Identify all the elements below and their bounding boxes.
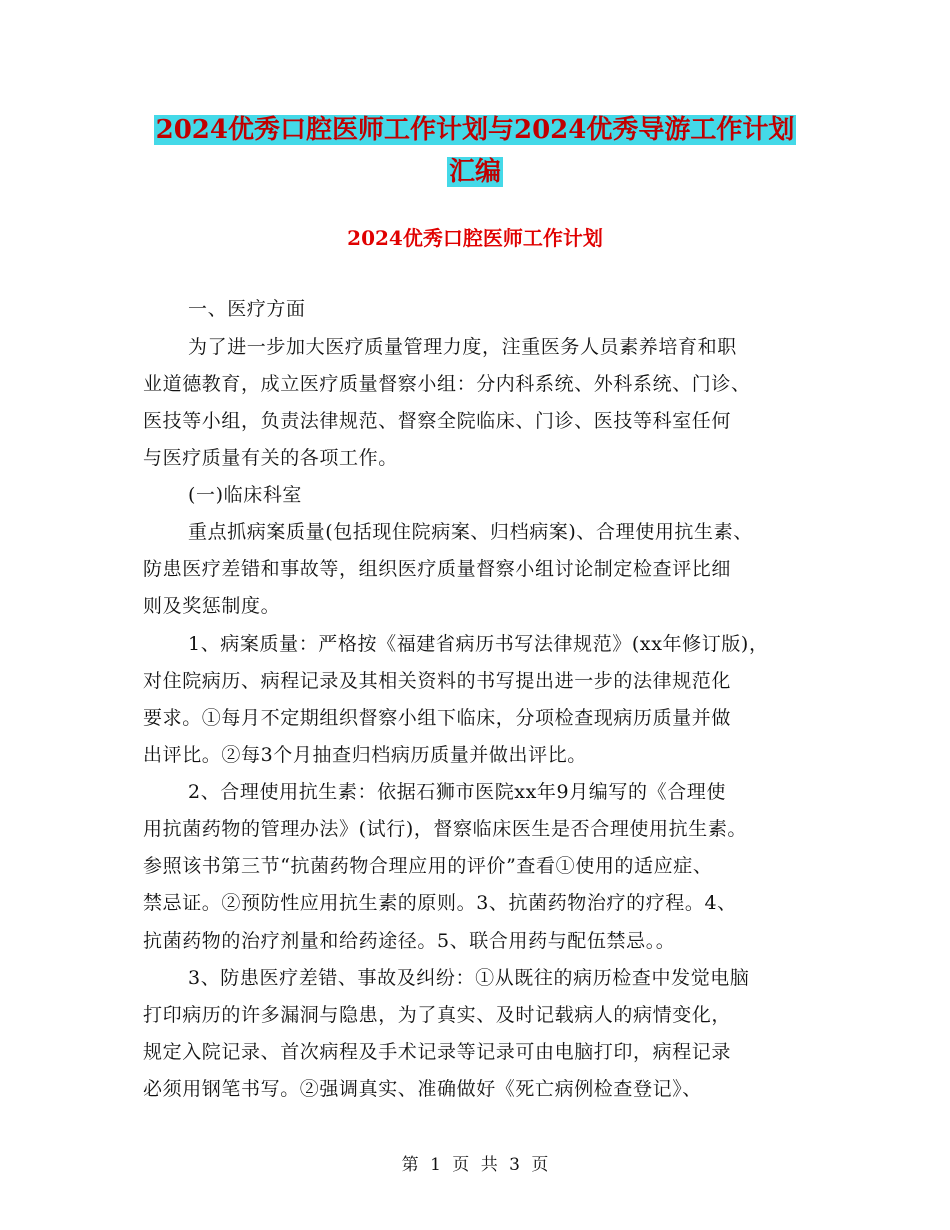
- body-line: (一)临床科室: [188, 484, 303, 506]
- page-footer: 第 1 页 共 3 页: [401, 1155, 549, 1175]
- body-line: 对住院病历、病程记录及其相关资料的书写提出进一步的法律规范化: [143, 670, 732, 692]
- body-line: 必须用钢笔书写。②强调真实、准确做好《死亡病例检查登记》、: [143, 1078, 702, 1100]
- body-line: 1、病案质量：严格按《福建省病历书写法律规范》(xx年修订版)，: [188, 633, 769, 655]
- body-line: 为了进一步加大医疗质量管理力度，注重医务人员素养培育和职: [188, 336, 737, 358]
- body-line: 打印病历的许多漏洞与隐患，为了真实、及时记载病人的病情变化，: [143, 1004, 732, 1026]
- body-line: 3、防患医疗差错、事故及纠纷：①从既往的病历检查中发觉电脑: [188, 967, 750, 989]
- body-line: 医技等小组，负责法律规范、督察全院临床、门诊、医技等科室任何: [143, 410, 732, 432]
- document-title-line-1: [0, 113, 950, 147]
- body-line: 抗菌药物的治疗剂量和给药途径。5、联合用药与配伍禁忌。。: [143, 930, 676, 952]
- document-title-line-2: [0, 155, 950, 189]
- body-line: 规定入院记录、首次病程及手术记录等记录可由电脑打印，病程记录: [143, 1041, 732, 1063]
- document-title-text-2: 汇编: [448, 157, 501, 187]
- section-heading: 2024优秀口腔医师工作计划: [347, 226, 603, 250]
- body-line: 则及奖惩制度。: [143, 595, 281, 617]
- document-title-text-1: 2024优秀口腔医师工作计划与2024优秀导游工作计划: [155, 115, 795, 145]
- body-line: 出评比。②每3个月抽查归档病历质量并做出评比。: [143, 744, 587, 766]
- body-line: 参照该书第三节“抗菌药物合理应用的评价”查看①使用的适应症、: [143, 855, 713, 877]
- body-line: 一、医疗方面: [188, 298, 306, 320]
- body-line: 用抗菌药物的管理办法》(试行)，督察临床医生是否合理使用抗生素。: [143, 818, 748, 840]
- body-line: 防患医疗差错和事故等，组织医疗质量督察小组讨论制定检查评比细: [143, 558, 732, 580]
- body-line: 业道德教育，成立医疗质量督察小组：分内科系统、外科系统、门诊、: [143, 373, 751, 395]
- body-line: 要求。①每月不定期组织督察小组下临床，分项检查现病历质量并做: [143, 707, 732, 729]
- body-line: 禁忌证。②预防性应用抗生素的原则。3、抗菌药物治疗的疗程。4、: [143, 892, 737, 914]
- body-line: 与医疗质量有关的各项工作。: [143, 447, 398, 469]
- body-line: 2、合理使用抗生素：依据石狮市医院xx年9月编写的《合理使: [188, 781, 727, 803]
- body-line: 重点抓病案质量(包括现住院病案、归档病案)、合理使用抗生素、: [188, 521, 753, 543]
